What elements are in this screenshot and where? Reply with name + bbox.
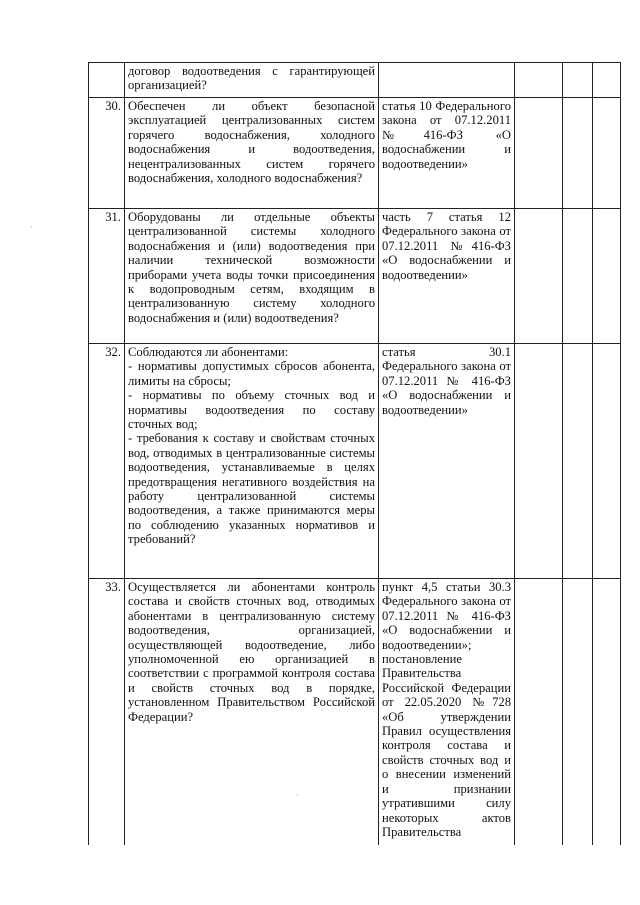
row-number: 32. — [89, 344, 125, 579]
question-text: Обеспечен ли объект безопасной эксплуатацией централизованных систем горячего водоснабжения, холодного водоснабжения и водоотведения, нецентрализованных систем горячего водоснабжения, холодного водоснабжения? — [128, 99, 375, 186]
answer-cell — [515, 209, 563, 344]
table-row — [89, 579, 621, 846]
scan-speck: · — [30, 222, 33, 232]
answer-cell — [563, 344, 593, 579]
question-text: Осуществляется ли абонентами контроль состава и свойств сточных вод, отводимых абонентами в централизованную систему водоотведения, организацией, осуществляющей водоотведение, либо уполномоченной ею организацией в соответствии с программой контроля состава и свойств сточных вод в порядке, установленном Правительством Российской Федерации? — [128, 580, 375, 724]
table-row — [89, 209, 621, 344]
answer-cell — [515, 579, 563, 846]
legal-reference-cell: статья 10 Федерального закона от 07.12.2011 №416-ФЗ «О водоснабжении и водоотведении» — [379, 98, 515, 209]
legal-reference-cell: пункт 4,5 статьи 30.3 Федерального закона от 07.12.2011 № 416-ФЗ «О водоснабжении и водоотведении»; постановление Правительства Российской Федерации от 22.05.2020 №728 «Об утверждении Правил осуществления контроля состава и свойств сточных вод и о внесении изменений и признании утратившими силу некоторых актов Правительства — [379, 579, 515, 846]
question-cell — [125, 579, 379, 846]
answer-cell — [515, 98, 563, 209]
legal-reference-cell: часть 7 статья 12 Федерального закона от 07.12.2011 №416-ФЗ «О водоснабжении и водоотведении» — [379, 209, 515, 344]
question-cell — [125, 98, 379, 209]
row-number: 31. — [89, 209, 125, 344]
question-text: договор водоотведения с гарантирующей организацией? — [128, 64, 375, 93]
answer-cell — [563, 63, 593, 98]
table-row — [89, 63, 621, 98]
row-number: 33. — [89, 579, 125, 846]
answer-cell — [593, 209, 621, 344]
answer-cell — [515, 344, 563, 579]
table-row — [89, 344, 621, 579]
answer-cell — [563, 209, 593, 344]
legal-reference-cell — [379, 63, 515, 98]
answer-cell — [515, 63, 563, 98]
answer-cell — [593, 344, 621, 579]
question-cell — [125, 63, 379, 98]
answer-cell — [593, 579, 621, 846]
legal-reference-cell: статья 30.1 Федерального закона от 07.12.2011 № 416-ФЗ «О водоснабжении и водоотведении» — [379, 344, 515, 579]
question-cell — [125, 344, 379, 579]
table-row — [89, 98, 621, 209]
row-number: 30. — [89, 98, 125, 209]
question-cell — [125, 209, 379, 344]
answer-cell — [563, 98, 593, 209]
question-text: Соблюдаются ли абонентами: - нормативы допустимых сбросов абонента, лимиты на сбросы; - нормативы по объему сточных вод и нормативы водоотведения по составу сточных вод; - требования к составу и свойствам сточных вод, отводимых в централизованные системы водоотведения, устанавливаемые в целях предотвращения негативного воздействия на работу централизованной системы водоотведения, а также принимаются меры по соблюдению указанных нормативов и требований? — [128, 345, 375, 547]
row-number — [89, 63, 125, 98]
question-text: Оборудованы ли отдельные объекты централизованной системы холодного водоснабжения и (или) водоотведения при наличии технической возможности приборами учета воды точки присоединения к водопроводным сетям, входящим в централизованную систему холодного водоснабжения и (или) водоотведения? — [128, 210, 375, 325]
scan-speck: · — [296, 790, 299, 800]
answer-cell — [593, 98, 621, 209]
checklist-table — [88, 62, 621, 845]
answer-cell — [593, 63, 621, 98]
answer-cell — [563, 579, 593, 846]
